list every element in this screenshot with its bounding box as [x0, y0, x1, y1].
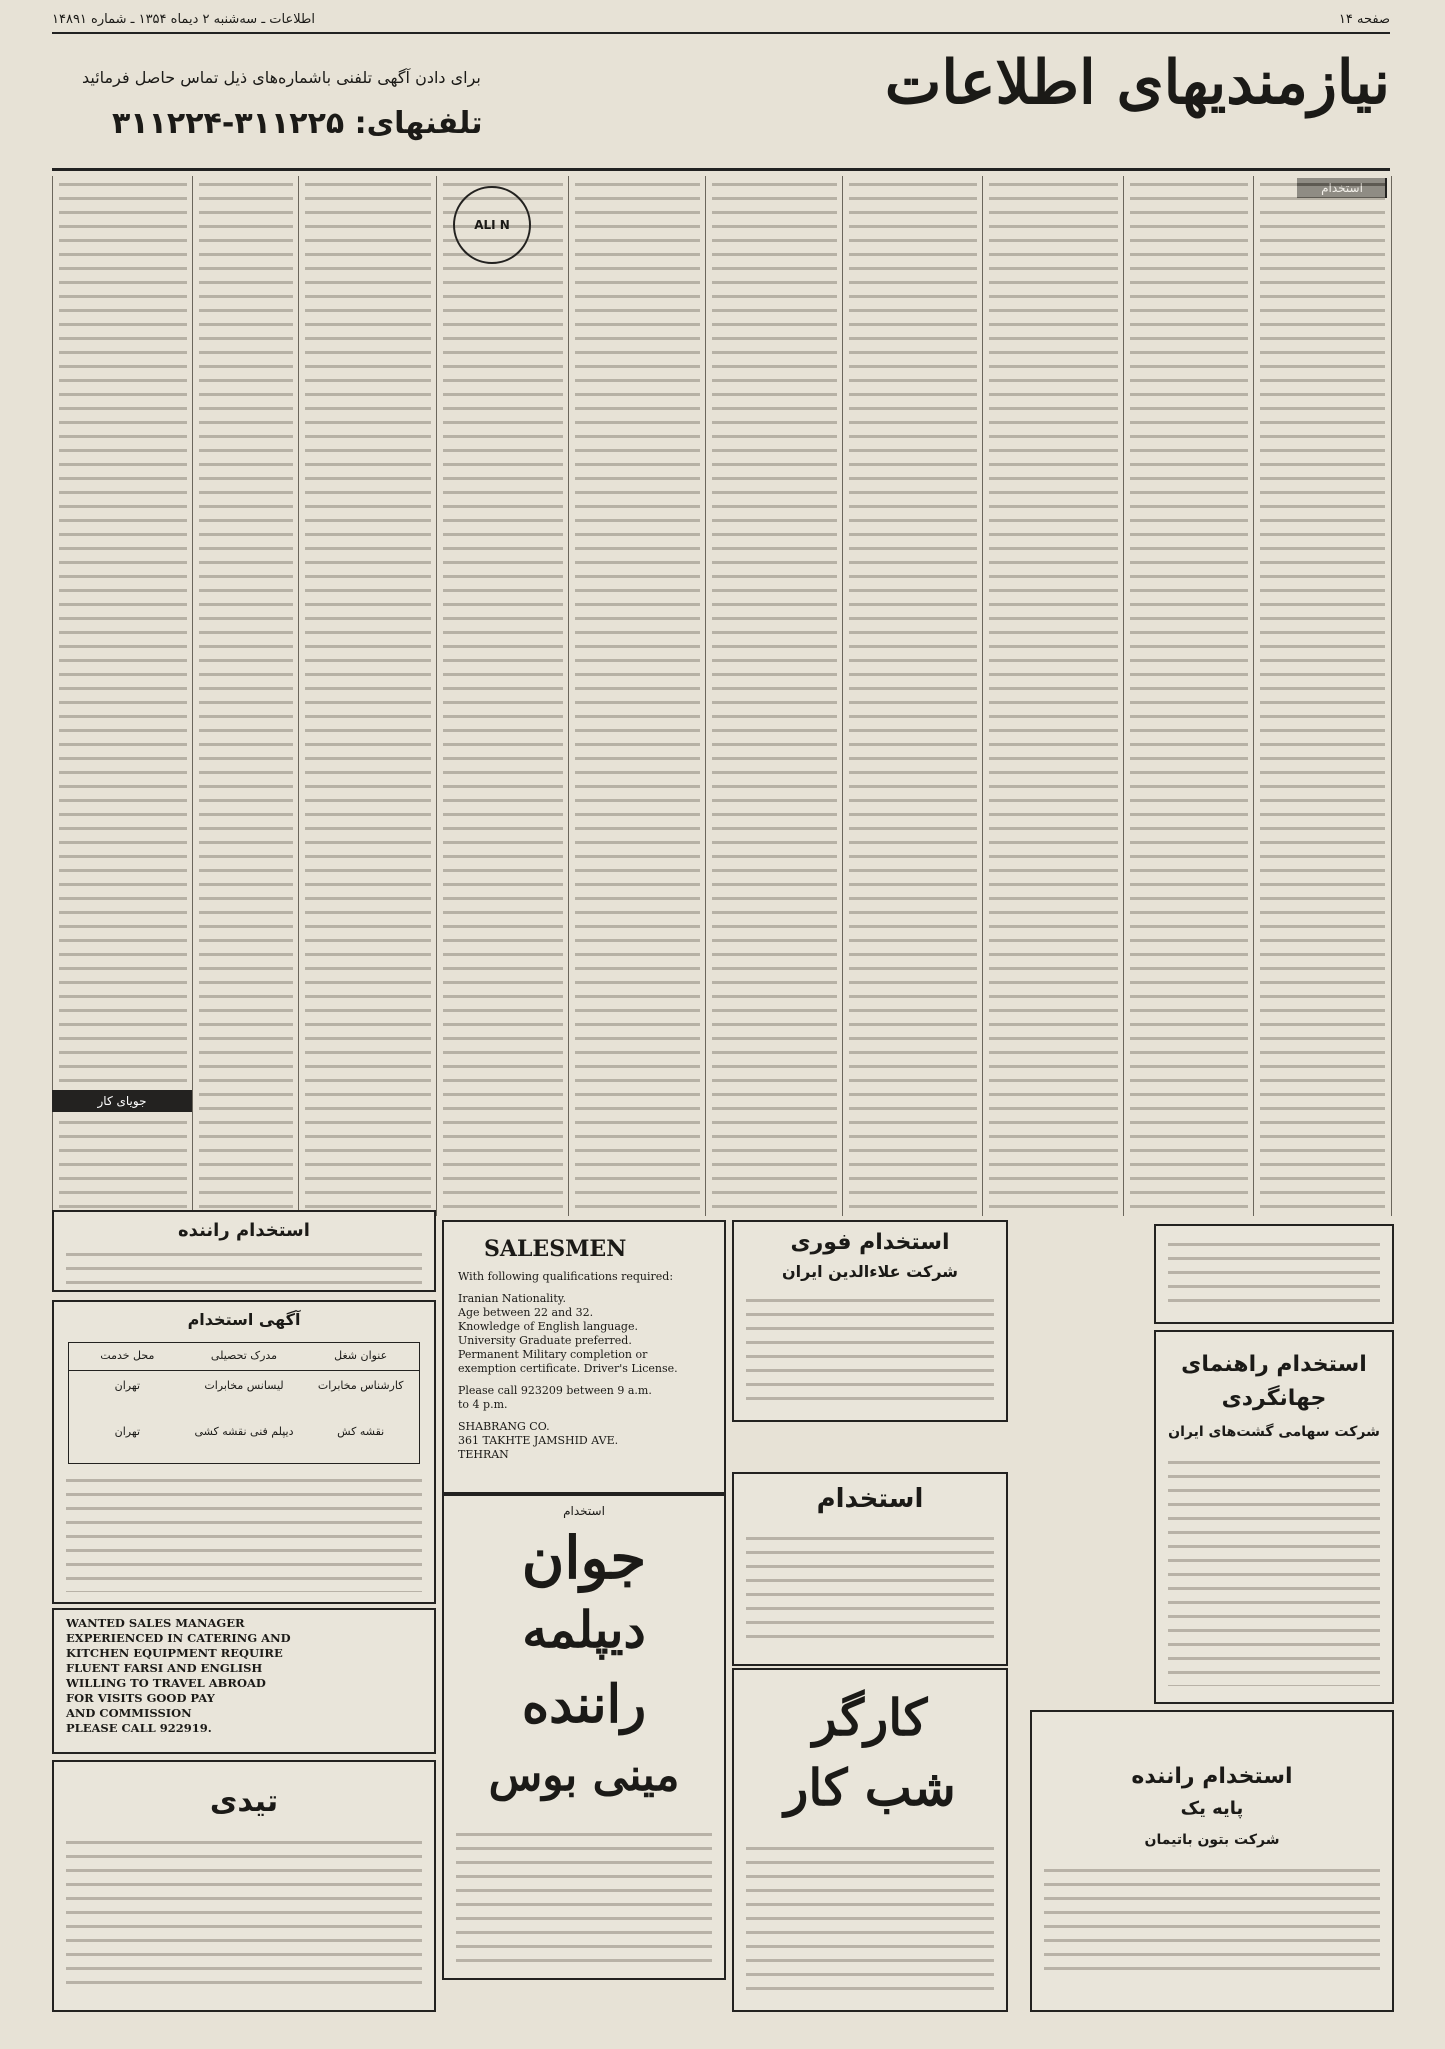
payeyek-company: شرکت بتون باتیمان — [1144, 1832, 1280, 1848]
agahi-r2c2: دیپلم فنی نقشه کشی — [194, 1425, 294, 1438]
tidi-heading: تیدی — [209, 1784, 279, 1819]
javan-line-4: مینی بوس — [488, 1750, 680, 1801]
agahi-col-header-3: محل خدمت — [69, 1343, 186, 1371]
english-ad-heading: استخدام — [816, 1484, 924, 1514]
salesmen-intro: With following qualifications required: — [458, 1270, 674, 1283]
ranandeh-body-lines — [66, 1246, 422, 1284]
wsm-line-6: FOR VISITS GOOD PAY — [66, 1691, 215, 1705]
kargar-body-lines — [746, 1840, 994, 1996]
tidi-ad — [52, 1760, 436, 2012]
wsm-line-7: AND COMMISSION — [66, 1706, 192, 1720]
javan-diploma-ad — [442, 1494, 726, 1980]
fori-company: شرکت علاءالدین ایران — [781, 1262, 959, 1281]
tidi-body-lines — [66, 1834, 422, 1994]
jahangardi-company: شرکت سهامی گشت‌های ایران — [1168, 1424, 1380, 1440]
issue-line: اطلاعات ـ سه‌شنبه ۲ دیماه ۱۳۵۴ ـ شماره ۱۴۸۹۱ — [52, 11, 315, 27]
salesmen-city: TEHRAN — [458, 1448, 509, 1461]
agahi-r1c2: لیسانس مخابرات — [204, 1379, 284, 1392]
agahi-r2c3: تهران — [114, 1425, 141, 1438]
masthead-rule — [52, 168, 1390, 171]
salesmen-ad — [442, 1220, 726, 1494]
agahi-r1c3: تهران — [114, 1379, 141, 1392]
ranandeh-heading: استخدام راننده — [178, 1220, 310, 1241]
company-logo: ALI N — [453, 186, 531, 264]
wsm-body — [66, 1616, 291, 1736]
page-number: صفحه ۱۴ — [1338, 11, 1390, 27]
estekhdam-fori-ad — [732, 1220, 1008, 1422]
salesmen-req-5: Permanent Military completion or — [458, 1348, 648, 1361]
ad-column-1 — [52, 176, 193, 1216]
wsm-line-1: WANTED SALES MANAGER — [66, 1616, 245, 1630]
agahi-r1c1: کارشناس مخابرات — [317, 1379, 404, 1392]
jahangardi-body-lines — [1168, 1454, 1380, 1686]
salesmen-req-4: University Graduate preferred. — [458, 1334, 632, 1347]
page-header — [52, 8, 1390, 30]
estekhdam-ranandeh-ad — [52, 1210, 436, 1292]
salesmen-heading: SALESMEN — [484, 1236, 627, 1262]
salesmen-address: 361 TAKHTE JAMSHID AVE. — [458, 1434, 619, 1447]
salesmen-body — [458, 1270, 678, 1462]
ad-column-9 — [1123, 176, 1254, 1216]
ad-column-2 — [192, 176, 299, 1216]
wsm-line-3: KITCHEN EQUIPMENT REQUIRE — [66, 1646, 283, 1660]
masthead-phones — [112, 106, 483, 141]
small-boxed-ad — [1154, 1224, 1394, 1324]
wanted-sales-manager-ad — [52, 1608, 436, 1754]
masthead-instruction: برای دادن آگهی تلفنی باشماره‌های ذیل تماس حاصل فرمائید — [82, 68, 481, 87]
small-ad-lines — [1168, 1236, 1380, 1312]
ranandeh-payeyek-ad — [1030, 1710, 1394, 2012]
agahi-col-header-1: عنوان شغل — [302, 1343, 419, 1371]
phones-numbers: ۳۱۱۲۲۵-۳۱۱۲۲۴ — [112, 106, 345, 141]
salesmen-req-1: Iranian Nationality. — [458, 1292, 566, 1305]
fori-heading: استخدام فوری — [790, 1230, 950, 1255]
agahi-table — [68, 1342, 420, 1464]
payeyek-body-lines — [1044, 1862, 1380, 1970]
kargar-line-1: کارگر — [812, 1688, 928, 1747]
ad-column-10 — [1253, 176, 1392, 1216]
salesmen-phone: Please call 923209 between 9 a.m. — [458, 1384, 652, 1397]
masthead — [52, 40, 1390, 158]
header-rule — [52, 32, 1390, 34]
ad-column-5 — [568, 176, 706, 1216]
salesmen-req-3: Knowledge of English language. — [458, 1320, 638, 1333]
ad-column-7 — [842, 176, 983, 1216]
salesmen-req-6: exemption certificate. Driver's License. — [458, 1362, 678, 1375]
javan-line-3: راننده — [521, 1674, 647, 1735]
javan-body-lines — [456, 1826, 712, 1962]
jahangardi-heading: استخدام راهنمای — [1181, 1352, 1367, 1377]
ad-column-3 — [298, 176, 437, 1216]
wsm-line-4: FLUENT FARSI AND ENGLISH — [66, 1661, 263, 1675]
agahi-body-lines — [66, 1472, 422, 1592]
jahangardi-ad — [1154, 1330, 1394, 1704]
jooyaye-kar-label: جویای کار — [52, 1090, 192, 1112]
salesmen-phone-2: to 4 p.m. — [458, 1398, 508, 1411]
payeyek-subheading: پایه یک — [1180, 1798, 1244, 1819]
agahi-estekhdam-ad — [52, 1300, 436, 1604]
wsm-line-5: WILLING TO TRAVEL ABROAD — [66, 1676, 266, 1690]
salesmen-req-2: Age between 22 and 32. — [458, 1306, 594, 1319]
english-ad-body-lines — [746, 1530, 994, 1646]
kargar-line-2: شب کار — [784, 1758, 956, 1817]
wsm-line-2: EXPERIENCED IN CATERING AND — [66, 1631, 291, 1645]
ad-column-4 — [436, 176, 569, 1216]
phones-label: تلفنهای: — [354, 106, 483, 141]
javan-line-2: دیپلمه — [522, 1600, 646, 1659]
javan-top-label: استخدام — [563, 1504, 605, 1518]
wsm-line-8: PLEASE CALL 922919. — [66, 1721, 212, 1735]
salesmen-company: SHABRANG CO. — [458, 1420, 550, 1433]
agahi-r2c1: نقشه کش — [337, 1425, 385, 1438]
ad-column-8 — [982, 176, 1124, 1216]
masthead-title: نیازمندیهای اطلاعات — [884, 48, 1390, 118]
agahi-col-header-2: مدرک تحصیلی — [186, 1343, 303, 1371]
jahangardi-heading-2: جهانگردی — [1221, 1386, 1327, 1411]
ad-column-6 — [705, 176, 843, 1216]
payeyek-heading: استخدام راننده — [1131, 1764, 1293, 1789]
estekhdam-english-ad — [732, 1472, 1008, 1666]
agahi-heading: آگهی استخدام — [187, 1310, 301, 1329]
javan-line-1: جوان — [521, 1524, 647, 1592]
fori-body-lines — [746, 1292, 994, 1410]
kargar-shabkar-ad — [732, 1668, 1008, 2012]
